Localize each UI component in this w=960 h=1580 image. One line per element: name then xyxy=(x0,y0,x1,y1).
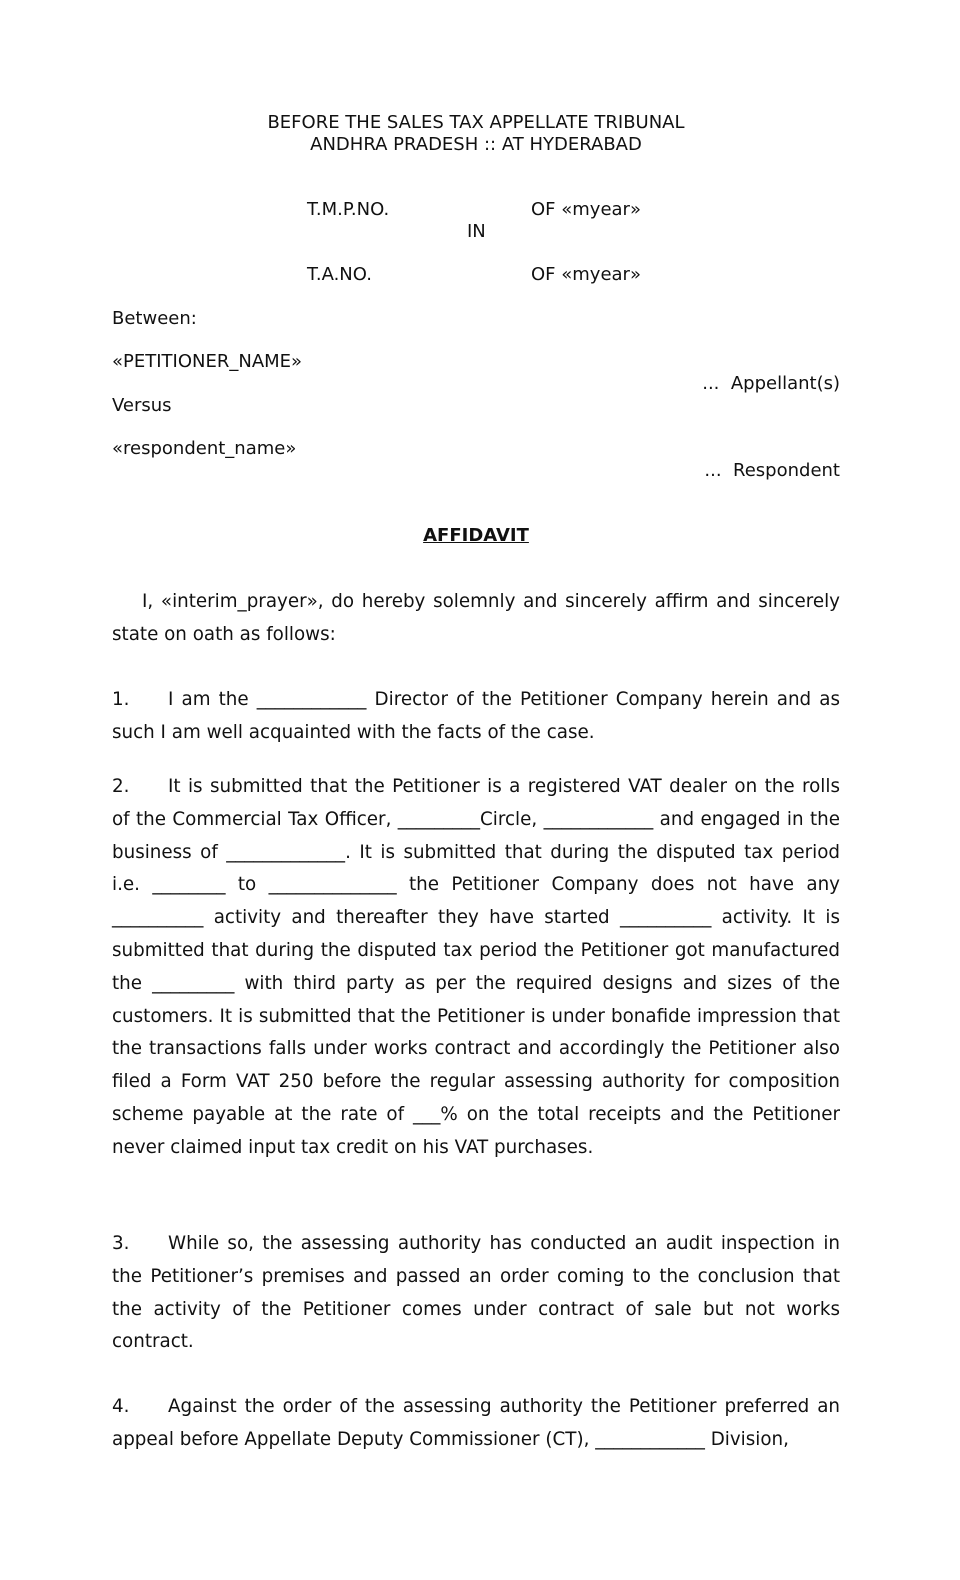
paragraph-text: Against the order of the assessing authority the Petitioner preferred an appeal before Appellate Deputy Commissioner (CT), ____________ Division, xyxy=(112,1396,840,1450)
respondent-role: ... Respondent xyxy=(704,460,840,481)
paragraph-1 xyxy=(112,684,840,750)
petitioner-name: «PETITIONER_NAME» xyxy=(112,351,303,372)
ta-number-label: T.A.NO. xyxy=(307,264,372,285)
paragraph-number: 1. xyxy=(112,689,130,710)
paragraph-4 xyxy=(112,1391,840,1457)
respondent-name: «respondent_name» xyxy=(112,438,297,459)
paragraph-3 xyxy=(112,1228,840,1359)
ta-year: OF «myear» xyxy=(531,264,641,285)
versus-label: Versus xyxy=(112,395,172,416)
between-label: Between: xyxy=(112,308,197,329)
intro-text: I, «interim_prayer», do hereby solemnly and sincerely affirm and sincerely state on oath as follows: xyxy=(112,591,840,645)
paragraph-2 xyxy=(112,771,840,1165)
in-label: IN xyxy=(467,221,486,242)
paragraph-number: 2. xyxy=(112,776,130,797)
document-title: AFFIDAVIT xyxy=(423,525,529,546)
court-heading-line1: BEFORE THE SALES TAX APPELLATE TRIBUNAL xyxy=(267,112,685,133)
tmp-number-label: T.M.P.NO. xyxy=(307,199,390,220)
tmp-year: OF «myear» xyxy=(531,199,641,220)
appellant-role: ... Appellant(s) xyxy=(702,373,840,394)
intro-paragraph xyxy=(112,586,840,652)
court-heading-line2: ANDHRA PRADESH :: AT HYDERABAD xyxy=(310,134,642,155)
paragraph-number: 4. xyxy=(112,1396,130,1417)
paragraph-text: It is submitted that the Petitioner is a registered VAT dealer on the rolls of the Commercial Tax Officer, _________Circle, ____________ and engaged in the business of _____________. It is submitted that during the disputed tax period i.e. ________ to ______________ the Petitioner Company does not have any __________ activity and thereafter they have started __________ activity. It is submitted that during the disputed tax period the Petitioner got manufactured the _________ with third party as per the required designs and sizes of the customers. It is submitted that the Petitioner is under bonafide impression that the transactions falls under works contract and accordingly the Petitioner also filed a Form VAT 250 before the regular assessing authority for composition scheme payable at the rate of ___% on the total receipts and the Petitioner never claimed input tax credit on his VAT purchases. xyxy=(112,776,840,1158)
paragraph-text: I am the ____________ Director of the Petitioner Company herein and as such I am well acquainted with the facts of the case. xyxy=(112,689,840,743)
paragraph-text: While so, the assessing authority has conducted an audit inspection in the Petitioner’s premises and passed an order coming to the conclusion that the activity of the Petitioner comes under contract of sale but not works contract. xyxy=(112,1233,840,1353)
paragraph-number: 3. xyxy=(112,1233,130,1254)
